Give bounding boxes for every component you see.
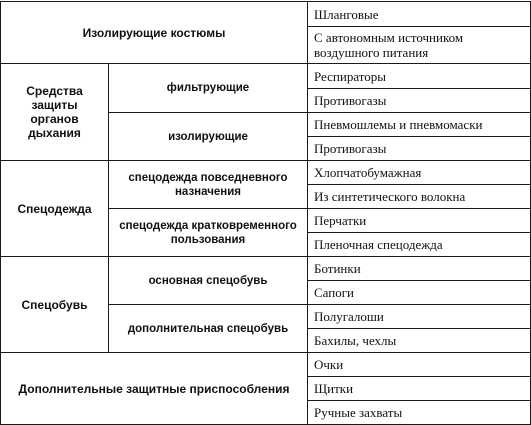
item-cell: Пневмошлемы и пневмомаски [308,113,531,137]
item-cell: Хлопчатобумажная [308,161,531,185]
ppe-classification-table [0,1,531,425]
subcategory-filtering: фильтрующие [109,64,308,113]
item-cell: Противогазы [308,89,531,113]
item-cell: Противогазы [308,137,531,161]
item-cell: Шланговые [308,2,531,27]
item-cell: Полугалоши [308,305,531,329]
table-row [1,2,531,27]
category-isolating-suits: Изолирующие костюмы [1,2,308,64]
subcategory-main-footwear: основная спецобувь [109,257,308,305]
category-additional-protective-devices: Дополнительные защитные приспособления [1,353,308,425]
subcategory-short-term-clothing: спецодежда кратковременного пользования [109,209,308,257]
item-cell: Ботинки [308,257,531,281]
table-row [1,353,531,377]
category-special-footwear: Спецобувь [1,257,109,353]
subcategory-everyday-clothing: спецодежда повседневного назначения [109,161,308,209]
category-respiratory-protection: Средства защиты органов дыхания [1,64,109,161]
table-row [1,64,531,89]
item-cell: Сапоги [308,281,531,305]
item-cell: Респираторы [308,64,531,89]
subcategory-isolating: изолирующие [109,113,308,161]
item-cell: Пленочная спецодежда [308,233,531,257]
item-cell: Ручные захваты [308,401,531,425]
table-row [1,257,531,281]
item-cell: Щитки [308,377,531,401]
table-row [1,161,531,185]
category-special-clothing: Спецодежда [1,161,109,257]
subcategory-additional-footwear: дополнительная спецобувь [109,305,308,353]
item-cell: Из синтетического волокна [308,185,531,209]
item-cell: Очки [308,353,531,377]
item-cell: С автономным источником воздушного питания [308,27,531,64]
item-cell: Перчатки [308,209,531,233]
item-cell: Бахилы, чехлы [308,329,531,353]
